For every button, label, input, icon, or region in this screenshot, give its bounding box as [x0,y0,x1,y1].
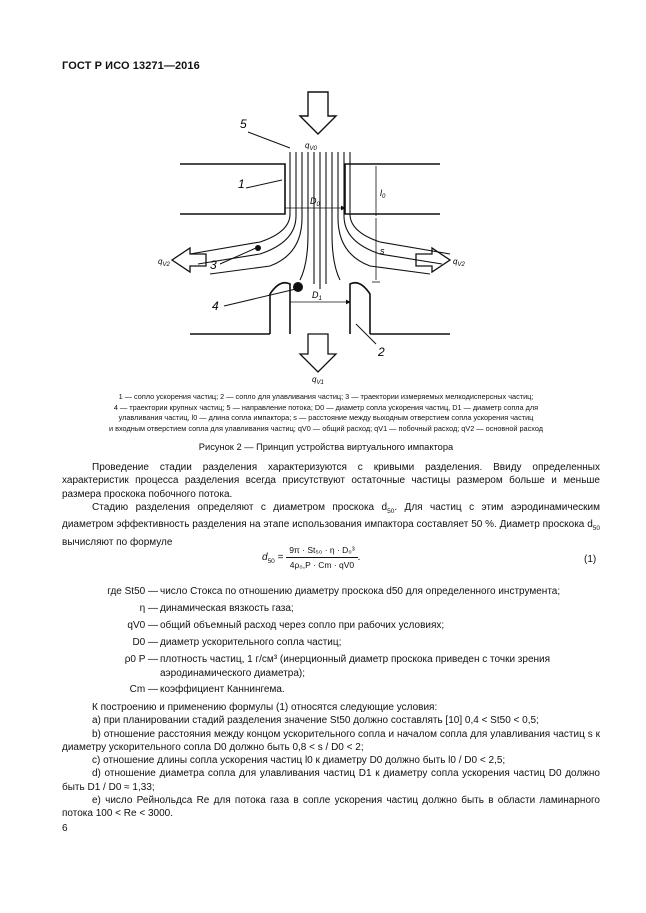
definition-symbol: ρ0 P — [124,654,158,665]
collection-nozzle [190,283,450,334]
label-s: s [380,246,385,256]
condition-a: а) при планировании стадий разделения значение St50 должно составлять [10] 0,4 < St50 < 0,5; [92,715,539,727]
document-header: ГОСТ Р ИСО 13271—2016 [62,60,200,72]
formula-numerator: 9π · St₅₀ · η · D₀³ [286,545,357,558]
definition-symbol: D0 — [132,637,158,648]
formula-denominator: 4ρ₀,P · Cm · qV0 [289,560,355,570]
acceleration-nozzle [180,164,440,214]
legend-line: и входным отверстием сопла для улавливания частиц; qV0 — общий расход; qV1 — побочный расход; qV2 — основной расход [109,423,543,433]
definition-symbol: η — [139,603,158,614]
label-d1: $D_1$ [312,290,322,302]
paragraph: Стадию разделения определяют с диаметром проскока $d_{50}$. Для частиц с этим аэродинамическим диаметром эффективность разделения на этапе использования импактора составляет 50 %. Диаметр проскока $d_{50}$ вычисляют по формуле [62,502,600,548]
formula-lhs: d [262,552,268,564]
condition-c: c) отношение длины сопла ускорения частиц l0 к диаметру D0 должно быть l0 / D0 < 2,5; [92,755,506,767]
virtual-impactor-diagram [150,84,500,384]
inlet-arrow [300,92,336,134]
figure-legend [60,392,592,434]
label-3: 3 [210,258,217,272]
definition-text: диаметр ускорительного сопла частиц; [160,637,342,648]
label-l0: $l_0$ [380,188,386,200]
bottom-outlet-arrow [300,334,336,372]
definition-symbol: Cm — [129,684,158,695]
legend-line: улавливания частиц, l0 — длина сопла импактора; s — расстояние между выходным отверстием сопла ускорения частиц [118,413,534,423]
text-run: вычисляют по формуле [62,536,173,548]
definition-text: коэффициент Каннингема. [160,684,285,695]
label-qv1: $q_{V1}$ [312,375,324,384]
text-run: . Для частиц с этим аэродинамическим диаметром эффективность разделения на этапе использования импактора составляет 50 %. Диаметр проскока d [62,502,600,531]
label-5: 5 [240,117,247,131]
definition-text: число Стокса по отношению диаметру проскока d50 для определенного инструмента; [160,586,561,597]
definition-symbol: qV0 — [127,620,158,631]
label-d0: $D_0$ [310,196,320,208]
legend-line: 4 — траектории крупных частиц; 5 — направление потока; D0 — диаметр сопла ускорения частиц, D1 — диаметр сопла для [113,402,539,412]
formula-fraction [286,545,357,570]
label-2: 2 [378,345,385,359]
figure-caption: Рисунок 2 — Принцип устройства виртуального импактора [198,442,454,452]
definition-text: динамическая вязкость газа; [160,603,294,614]
formula-1: $d_{50}$ = $\frac{\text{9π · St₅₀ · η · D₀³}}{\text{4ρ₀,P · Cm · qV0}}$ . [262,545,361,570]
flow-lines [190,152,450,289]
label-1: 1 [238,177,245,191]
paragraph: Проведение стадии разделения характеризуются с кривыми разделения. Ввиду определенных характеристик процесса разделения всегда присутствуют остаточные частицы размером больше и меньше размера проскока побочного потока. [62,462,600,500]
definition-symbol: где St50 — [107,586,158,597]
condition-b: b) отношение расстояния между концом ускорительного сопла и началом сопла для улавливания частиц s к диаметру ускорительного сопла D0 должно быть 0,8 < s / D0 < 2; [62,728,600,753]
conditions-list [62,701,600,821]
text-run: Стадию разделения определяют с диаметром проскока d [92,502,388,513]
definition-text: общий объемный расход через сопло при рабочих условиях; [160,620,445,631]
condition-e: е) число Рейнольдса Re для потока газа в сопле ускорения частиц должно быть в области ламинарного потока 100 < Re < 3000. [62,795,600,820]
label-qv0: $q_{V0}$ [305,141,317,152]
formula-number: (1) [584,554,597,565]
label-4: 4 [212,299,219,313]
condition-d: d) отношение диаметра сопла для улавливания частиц D1 к диаметру сопла ускорения частиц D0 должно быть D1 / D0 ≈ 1,33; [62,768,600,793]
formula-lhs-sub: 50 [267,558,275,566]
large-particle [293,282,303,292]
page-number: 6 [62,823,68,834]
label-qv2-left: $q_{V2}$ [158,257,170,268]
conditions-intro: К построению и применению формулы (1) относятся следующие условия: [92,702,438,713]
definition-text: плотность частиц, 1 г/см³ (инерционный диаметр проскока приведен с точки зрения аэродинамического диаметра); [160,654,551,679]
label-qv2-right: $q_{V2}$ [453,257,465,268]
legend-line: 1 — сопло ускорения частиц; 2 — сопло для улавливания частиц; 3 — траектории измеряемых мелкодисперсных частиц; [118,392,534,401]
